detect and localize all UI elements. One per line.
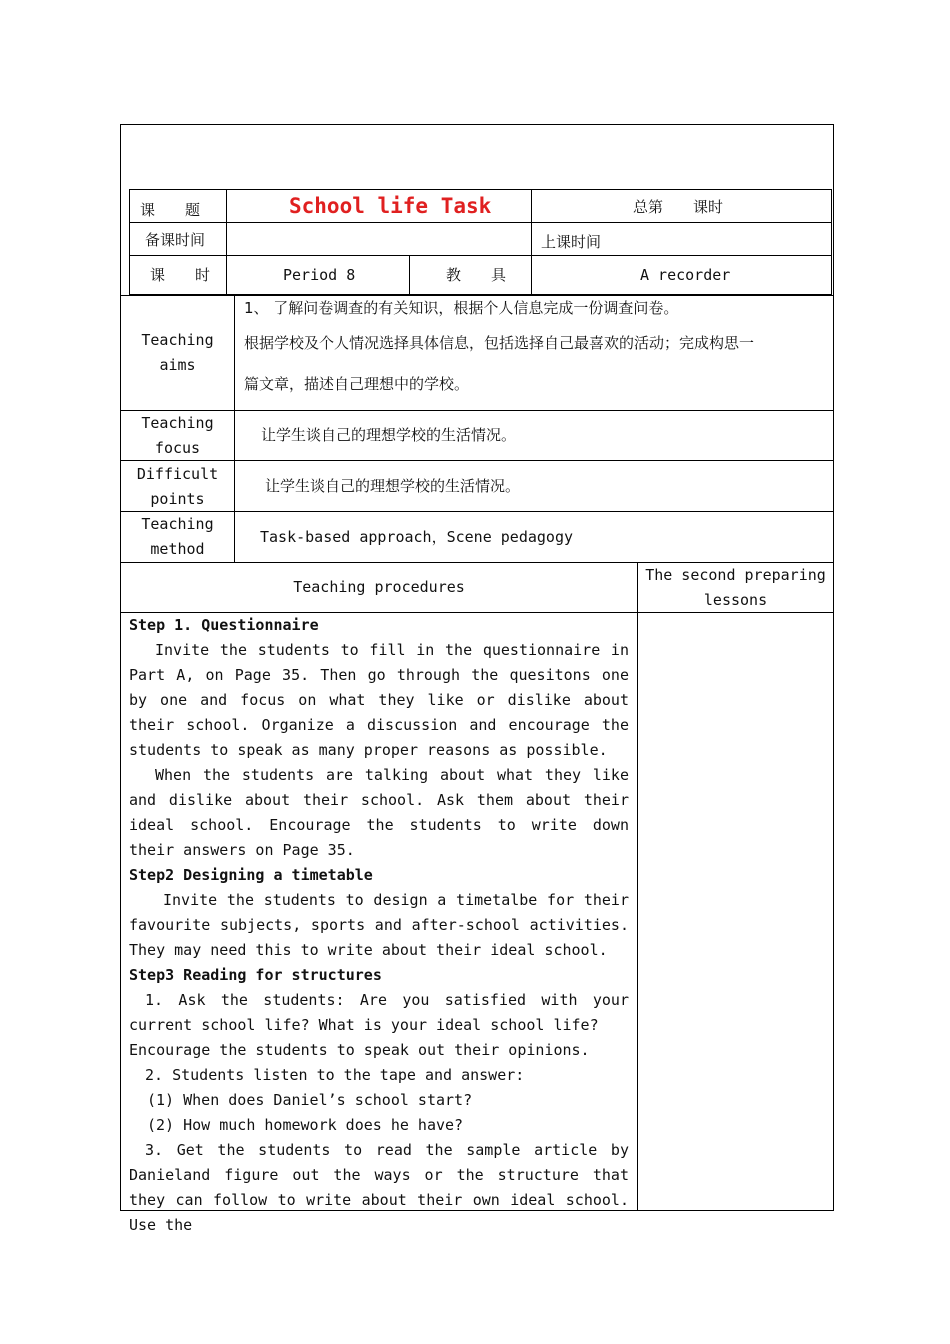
second-preparing-header-line2: lessons — [703, 591, 768, 609]
aims-label-line1: Teaching — [141, 331, 214, 349]
header-row-divider-1 — [129, 222, 832, 223]
header-col-divider-1 — [226, 189, 227, 295]
row-divider-focus-top — [120, 410, 834, 411]
row-divider-method-top — [120, 511, 834, 512]
aims-label-line2: aims — [159, 356, 196, 374]
difficult-label-line2: points — [150, 490, 205, 508]
step1-paragraph1: Invite the students to fill in the questionnaire in Part A, on Page 35. Then go through the quesitons one by one and focus on what they like or dislike about their school. Organize a discussion and encourage the students to speak as many proper reasons as possible. — [129, 641, 629, 759]
step3-question1: (1) When does Daniel’s school start? — [147, 1091, 473, 1109]
aims-text-line3: 篇文章，描述自己理想中的学校。 — [244, 375, 470, 393]
row-divider-procedures-top — [120, 562, 834, 563]
row-divider-aims-top — [120, 295, 834, 296]
procedures-body — [129, 613, 629, 1238]
step2-title: Step2 Designing a timetable — [129, 866, 373, 884]
method-label-line2: method — [150, 540, 205, 558]
method-text: Task-based approach，Scene pedagogy — [260, 528, 574, 546]
step3-encourage: Encourage the students to speak out their opinions. — [129, 1041, 590, 1059]
total-lessons-label: 总第 课时 — [633, 198, 724, 216]
aims-text-line2: 根据学校及个人情况选择具体信息，包括选择自己最喜欢的活动；完成构思一 — [244, 334, 755, 352]
header-row-divider-2 — [129, 255, 832, 256]
step1-title: Step 1. Questionnaire — [129, 616, 319, 634]
header-col-divider-2 — [531, 189, 532, 255]
class-time-label: 上课时间 — [541, 233, 602, 251]
step3-title: Step3 Reading for structures — [129, 966, 382, 984]
step3-item2: 2. Students listen to the tape and answer: — [145, 1066, 525, 1084]
label-col-divider — [234, 295, 235, 562]
period-label: 课 时 — [150, 266, 211, 284]
prep-time-label: 备课时间 — [145, 231, 206, 249]
procedures-col-divider — [637, 562, 638, 1211]
tools-value: A recorder — [640, 266, 731, 284]
step3-item3: 3. Get the students to read the sample article by Danieland figure out the ways or the structure that they can follow to write about their own ideal school. Use the — [129, 1141, 629, 1234]
step2-paragraph1: Invite the students to design a timetalbe for their favourite subjects, sports and after-school activities. They may need this to write about their ideal school. — [129, 891, 629, 959]
difficult-text: 让学生谈自己的理想学校的生活情况。 — [265, 477, 521, 495]
focus-text: 让学生谈自己的理想学校的生活情况。 — [261, 426, 517, 444]
second-preparing-header-line1: The second preparing — [645, 566, 826, 584]
header-col-divider-4 — [531, 255, 532, 295]
topic-title: School life Task — [289, 194, 492, 218]
step1-paragraph2: When the students are talking about what they like and dislike about their school. Ask them about their ideal school. Encourage the students to write down their answers on Page 35. — [129, 766, 629, 859]
step3-question2: (2) How much homework does he have? — [147, 1116, 464, 1134]
tools-label: 教 具 — [446, 266, 507, 284]
row-divider-difficult-top — [120, 460, 834, 461]
period-value: Period 8 — [283, 266, 356, 284]
header-col-divider-3 — [409, 255, 410, 295]
difficult-label-line1: Difficult — [136, 465, 219, 483]
method-label-line1: Teaching — [141, 515, 214, 533]
step3-item1: 1. Ask the students: Are you satisfied with your current school life? What is your ideal school life? — [129, 991, 629, 1034]
aims-text-line1: 1、 了解问卷调查的有关知识，根据个人信息完成一份调查问卷。 — [244, 299, 679, 317]
topic-label: 课 题 — [140, 201, 201, 219]
focus-label-line2: focus — [154, 439, 201, 457]
focus-label-line1: Teaching — [141, 414, 214, 432]
procedures-header: Teaching procedures — [293, 578, 465, 596]
